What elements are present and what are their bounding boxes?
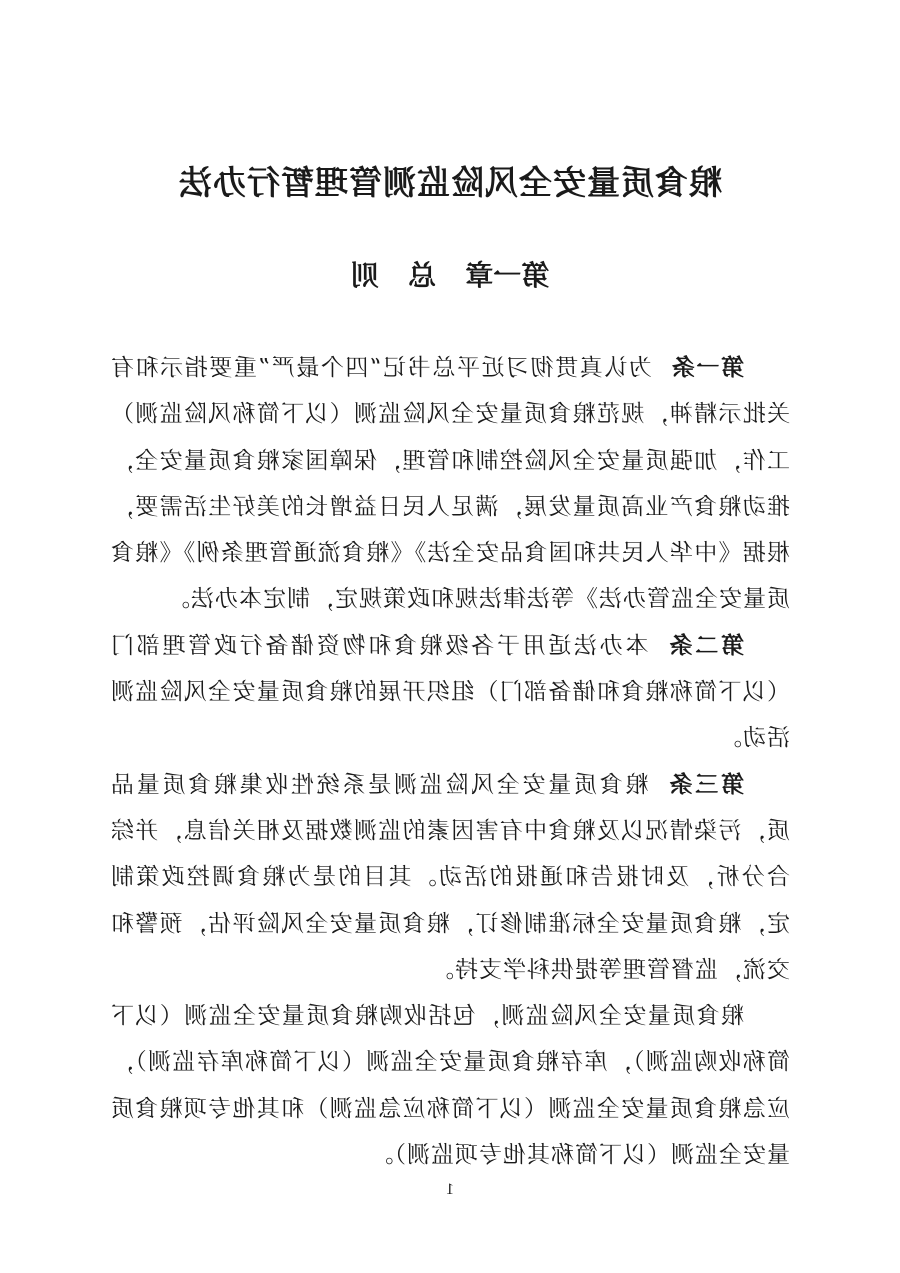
chapter-heading: 第一章 总 则 [350, 259, 550, 292]
article-label: 第一条 [670, 355, 744, 381]
article-paragraph [110, 623, 790, 762]
article-label: 第二条 [666, 632, 744, 659]
document-body [110, 345, 790, 1178]
page-number: 1 [446, 1181, 454, 1198]
article-paragraph [110, 345, 790, 623]
article-label: 第三条 [666, 771, 744, 798]
document-title: 粮食质量安全风险监测管理暂行办法 [178, 163, 722, 202]
article-paragraph [110, 762, 790, 993]
article-text: 本办法适用于各级粮食和物资储备行政管理部门（以下简称粮食和储备部门）组织开展的粮食质量安全风险监测活动。 [109, 632, 790, 752]
article-text: 粮食质量安全风险监测是系统性收集粮食质量品质，污染情况以及粮食中有害因素的监测数据及相关信息，并综合分析，及时报告和通报的活动。其目的是为粮食调控政策制定，粮食质量安全标准制修订，粮食质量安全风险评估，预警和交流，监督管理等提供科学支持。 [109, 771, 790, 983]
paragraph-text: 粮食质量安全风险监测，包括收购粮食质量安全监测（以下简称收购监测），库存粮食质量安全监测（以下简称库存监测），应急粮食质量安全监测（以下简称应急监测）和其他专项粮食质量安全监测（以下简称其他专项监测）。 [110, 1003, 790, 1169]
article-text: 为认真贯彻习近平总书记“四个最严”重要指示和有关批示精神，规范粮食质量安全风险监测（以下简称风险监测）工作，加强质量安全风险控制和管理，保障国家粮食质量安全，推动粮食产业高质量发展，满足人民日益增长的美好生活需要，根据《中华人民共和国食品安全法》《粮食流通管理条例》《粮食质量安全监管办法》等法律法规和政策规定，制定本办法。 [110, 355, 790, 613]
body-paragraph [110, 993, 790, 1178]
